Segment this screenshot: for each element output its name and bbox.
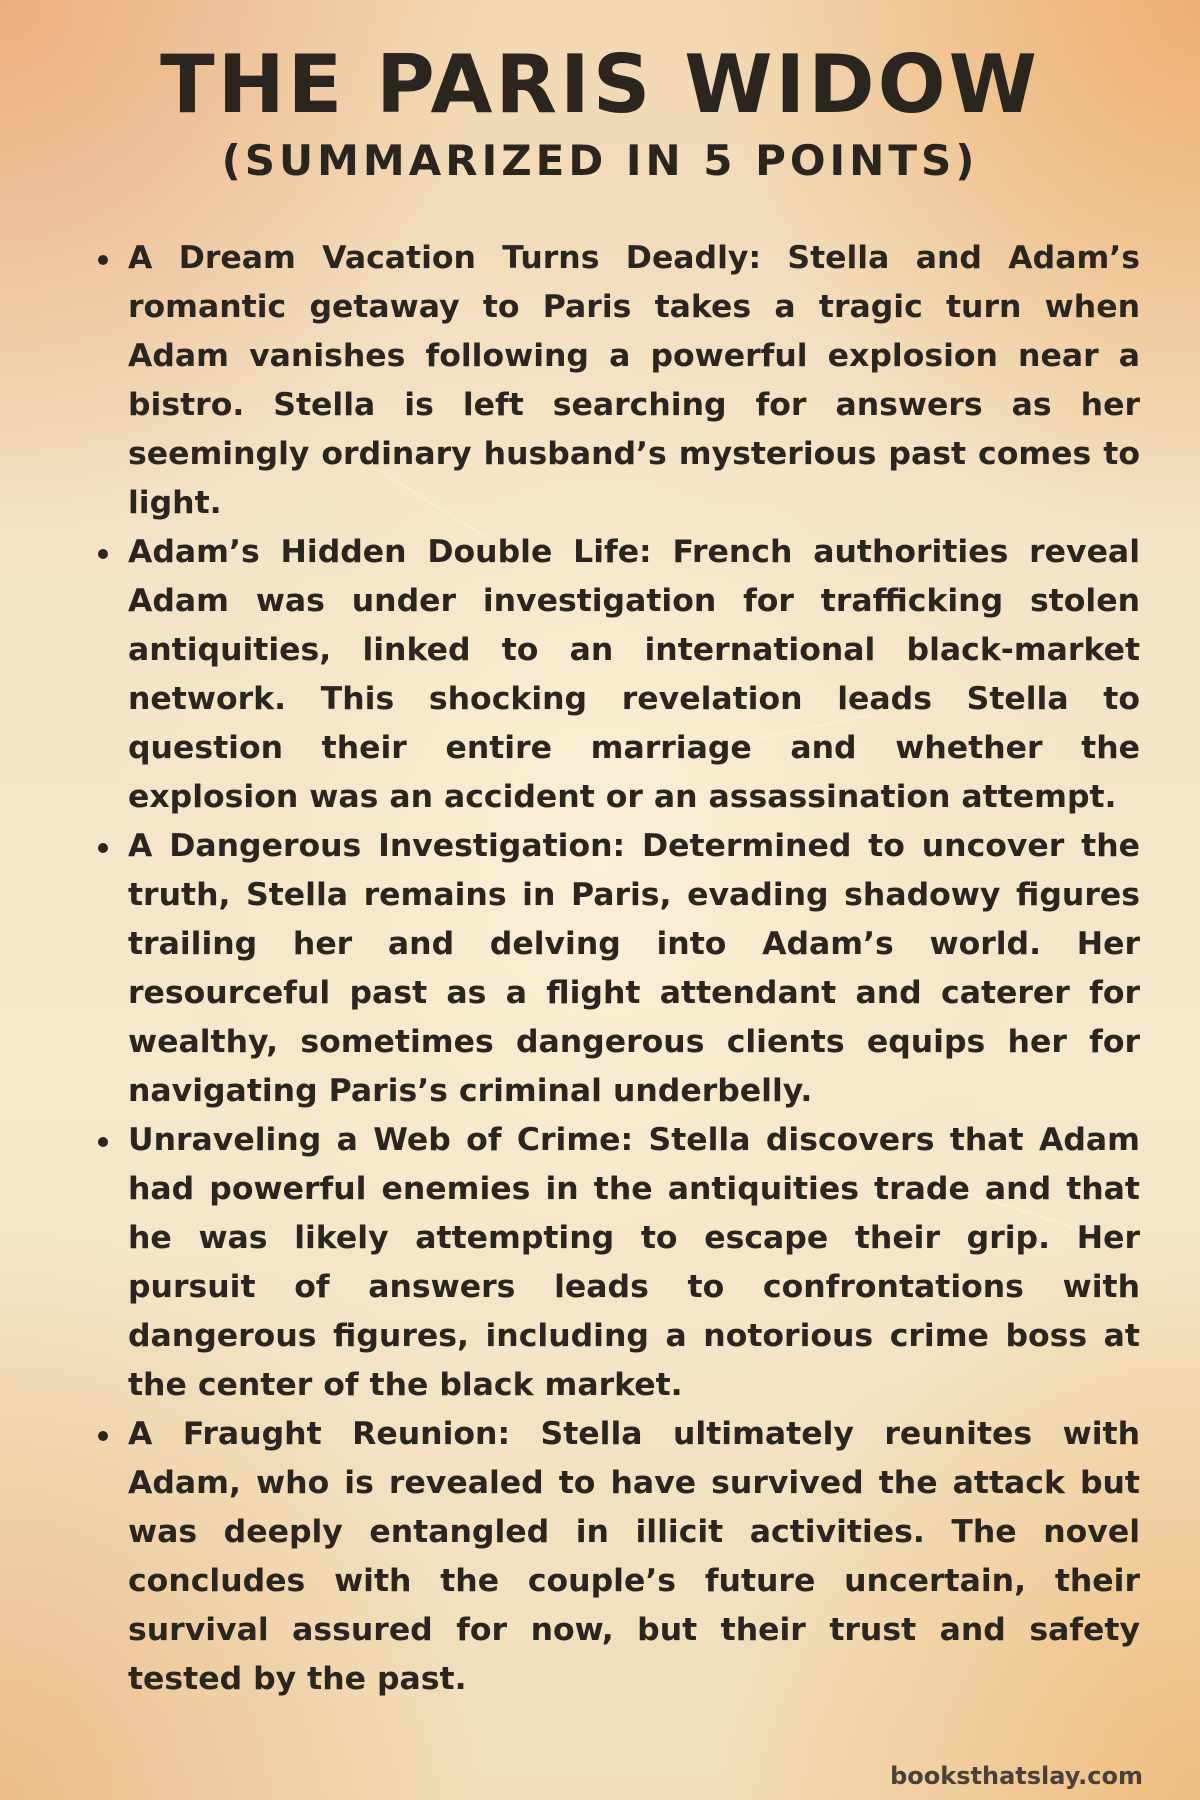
point-text: Determined to uncover the truth, Stella remains in Paris, evading shadowy figures trailing her and delving into Adam’s world. Her resourceful past as a flight attendant and caterer for wealthy, sometimes dangerous clients equips her for navigating Paris’s criminal underbelly. <box>128 828 1141 1109</box>
bullet-icon <box>98 255 108 265</box>
summary-point <box>90 1116 1140 1410</box>
summary-point <box>90 234 1140 528</box>
point-text: Stella and Adam’s romantic getaway to Paris takes a tragic turn when Adam vanishes following a powerful explosion near a bistro. Stella is left searching for answers as her seemingly ordinary husband’s mysterious past comes to light. <box>128 240 1140 521</box>
bullet-icon <box>98 1431 108 1441</box>
bullet-icon <box>98 549 108 559</box>
point-heading: A Dream Vacation Turns Deadly: <box>128 240 762 276</box>
point-text: French authorities reveal Adam was under investigation for trafficking stolen antiquities, linked to an international black-market network. This shocking revelation leads Stella to question their entire marriage and whether the explosion was an accident or an assassination attempt. <box>128 534 1140 815</box>
page-title: THE PARIS WIDOW <box>160 38 1040 131</box>
bullet-icon <box>98 1137 108 1147</box>
site-watermark: booksthatslay.com <box>890 1762 1143 1790</box>
point-text: Stella discovers that Adam had powerful enemies in the antiquities trade and that he was likely attempting to escape their grip. Her pursuit of answers leads to confrontations with dangerous figures, including a notorious crime boss at the center of the black market. <box>128 1122 1140 1403</box>
point-heading: A Dangerous Investigation: <box>128 828 626 864</box>
page-subtitle: (SUMMARIZED IN 5 POINTS) <box>221 136 979 185</box>
header <box>0 38 1200 186</box>
bullet-icon <box>98 843 108 853</box>
point-text: Stella ultimately reunites with Adam, who is revealed to have survived the attack but was deeply entangled in illicit activities. The novel concludes with the couple’s future uncertain, their survival assured for now, but their trust and safety tested by the past. <box>128 1416 1140 1697</box>
summary-point <box>90 822 1140 1116</box>
summary-point <box>90 1410 1140 1704</box>
point-heading: A Fraught Reunion: <box>128 1416 511 1452</box>
point-heading: Unraveling a Web of Crime: <box>128 1122 634 1158</box>
summary-point <box>90 528 1140 822</box>
summary-points-list <box>90 234 1140 1704</box>
point-heading: Adam’s Hidden Double Life: <box>128 534 652 570</box>
